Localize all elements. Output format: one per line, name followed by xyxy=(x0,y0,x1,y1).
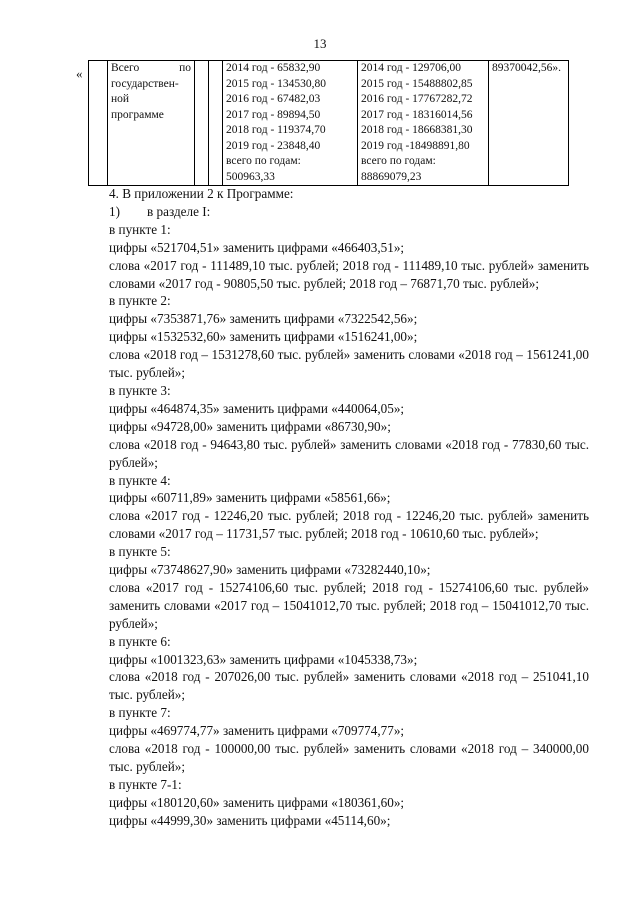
year-value: 2014 год - 129706,00 xyxy=(361,62,462,74)
paragraph: цифры «1001323,63» заменить цифрами «1045338,73»; xyxy=(109,651,418,667)
list-number: 1) xyxy=(109,203,120,219)
paragraph: слова «2017 год - 12246,20 тыс. рублей; 2018 год - 12246,20 тыс. рублей» заменить словами «2017 год – 11731,57 тыс. рублей; 2018 год - 10610,60 тыс. рублей»; xyxy=(109,508,589,542)
total-value: 88869079,23 xyxy=(361,170,422,183)
paragraph: слова «2018 год - 94643,80 тыс. рублей» заменить словами «2018 год - 77830,60 тыс. рублей»; xyxy=(109,436,589,470)
total-label: всего по годам: xyxy=(361,155,436,167)
paragraph: в пункте 2: xyxy=(109,293,171,309)
amendment-text xyxy=(79,185,589,830)
paragraph: цифры «94728,00» заменить цифрами «86730,90»; xyxy=(109,418,391,434)
paragraph: в пункте 5: xyxy=(109,544,171,560)
paragraph: в пункте 7: xyxy=(109,705,171,721)
grand-total-cell xyxy=(489,61,569,186)
paragraph: цифры «73748627,90» заменить цифрами «73282440,10»; xyxy=(109,562,431,578)
program-label-cell xyxy=(108,61,195,186)
paragraph: слова «2018 год - 100000,00 тыс. рублей» заменить словами «2018 год – 340000,00 тыс. рублей»; xyxy=(109,741,589,774)
table-cell-empty xyxy=(209,61,223,186)
year-value: 2018 год - 119374,70 xyxy=(226,124,326,136)
year-value: 2016 год - 67482,03 xyxy=(226,93,321,105)
paragraph: цифры «44999,30» заменить цифрами «45114,60»; xyxy=(109,812,391,828)
funding-by-year-a xyxy=(223,61,358,186)
paragraph: слова «2018 год – 1531278,60 тыс. рублей» заменить словами «2018 год – 1561241,00 тыс. рублей»; xyxy=(109,347,589,381)
opening-quote: « xyxy=(76,66,83,81)
paragraph: в пункте 3: xyxy=(109,382,171,398)
paragraph: цифры «180120,60» заменить цифрами «180361,60»; xyxy=(109,794,405,810)
table-cell-empty xyxy=(195,61,209,186)
list-item xyxy=(79,203,589,221)
year-value: 2018 год - 18668381,30 xyxy=(361,124,473,136)
year-value: 2017 год - 89894,50 xyxy=(226,108,321,121)
program-label: программе xyxy=(111,108,164,121)
paragraph: цифры «7353871,76» заменить цифрами «7322542,56»; xyxy=(109,311,418,327)
program-label: Всего xyxy=(111,62,140,74)
year-value: 2014 год - 65832,90 xyxy=(226,62,321,74)
program-label: ной xyxy=(111,93,130,105)
program-label: государствен- xyxy=(111,77,179,90)
total-label: всего по годам: xyxy=(226,155,301,167)
paragraph: цифры «60711,89» заменить цифрами «58561,66»; xyxy=(109,490,391,506)
paragraph: в пункте 7-1: xyxy=(109,776,182,792)
paragraph: слова «2017 год - 111489,10 тыс. рублей; 2018 год - 111489,10 тыс. рублей» заменить словами «2017 год - 90805,50 тыс. рублей; 2018 год – 76871,70 тыс. рублей»; xyxy=(109,257,589,291)
funding-by-year-b xyxy=(358,61,489,186)
program-label: по xyxy=(179,62,191,74)
year-value: 2015 год - 134530,80 xyxy=(226,77,327,90)
year-value: 2019 год -18498891,80 xyxy=(361,139,470,152)
year-value: 2016 год - 17767282,72 xyxy=(361,93,473,105)
section-heading: 4. В приложении 2 к Программе: xyxy=(109,186,294,201)
paragraph: в пункте 4: xyxy=(109,472,171,488)
list-item-text: в разделе I: xyxy=(147,203,211,219)
paragraph: цифры «521704,51» заменить цифрами «466403,51»; xyxy=(109,239,405,255)
page-number: 13 xyxy=(313,36,327,51)
paragraph: в пункте 6: xyxy=(109,633,171,649)
financing-table xyxy=(88,60,569,186)
year-value: 2015 год - 15488802,85 xyxy=(361,77,473,90)
paragraph: цифры «1532532,60» заменить цифрами «1516241,00»; xyxy=(109,329,418,345)
year-value: 2019 год - 23848,40 xyxy=(226,139,321,152)
paragraph: слова «2018 год - 207026,00 тыс. рублей» заменить словами «2018 год – 251041,10 тыс. рублей»; xyxy=(109,669,589,703)
total-value: 500963,33 xyxy=(226,170,275,183)
paragraph: цифры «469774,77» заменить цифрами «709774,77»; xyxy=(109,723,405,739)
paragraph: слова «2017 год - 15274106,60 тыс. рублей; 2018 год - 15274106,60 тыс. рублей» заменить словами «2017 год – 15041012,70 тыс. рублей; 2018 год – 15041012,70 тыс. рублей»; xyxy=(109,579,589,631)
table-cell-empty xyxy=(89,61,108,186)
year-value: 2017 год - 18316014,56 xyxy=(361,108,473,121)
paragraph: в пункте 1: xyxy=(109,221,171,237)
grand-total-value: 89370042,56». xyxy=(492,62,561,74)
paragraph: цифры «464874,35» заменить цифрами «440064,05»; xyxy=(109,400,405,416)
table-row xyxy=(89,61,569,186)
